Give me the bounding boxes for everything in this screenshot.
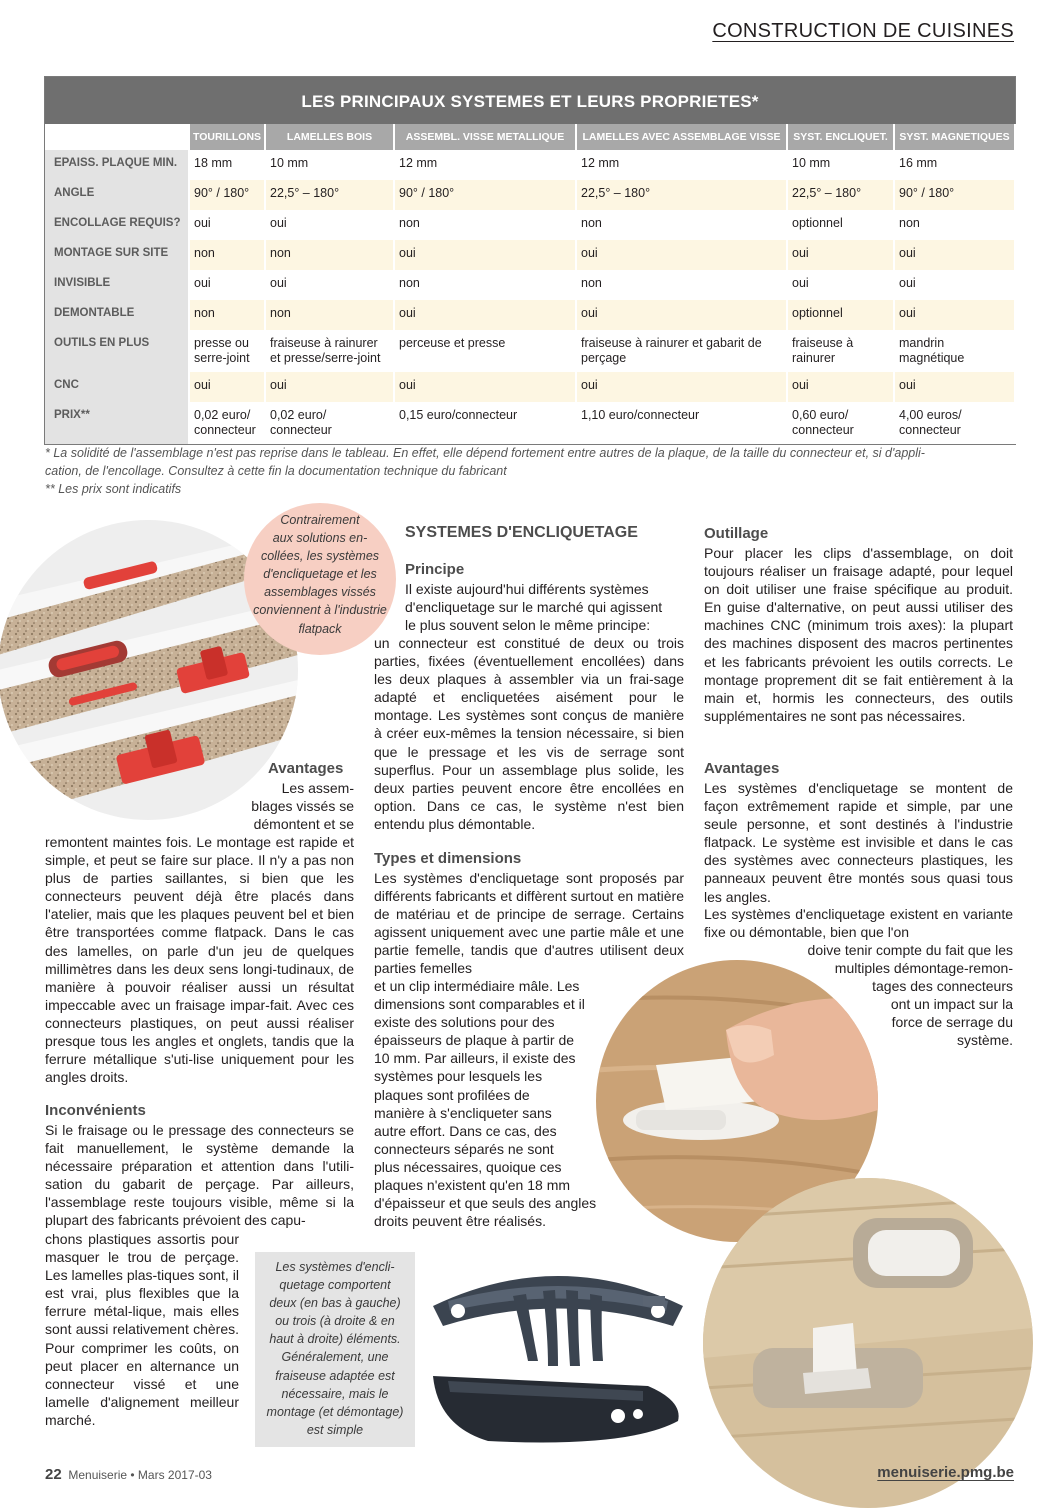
table-cell: 16 mm (894, 150, 1015, 180)
table-row (45, 402, 1015, 444)
pull-quote-line: collées, les systèmes (260, 549, 380, 564)
caption-line: nécessaire, mais le (281, 1386, 389, 1401)
text-line: force de serrage du (891, 1014, 1013, 1031)
row-label: MONTAGE SUR SITE (45, 240, 189, 270)
footnote-line: * La solidité de l'assemblage n'est pas reprise dans le tableau. En effet, elle dépend fortement entre autres de la plaque, de la taille du connecteur et, si d'appli- (45, 446, 925, 460)
row-label: ANGLE (45, 180, 189, 210)
footer-left (45, 1466, 212, 1483)
caption-line: Les systèmes d'encli- (275, 1260, 395, 1274)
col2-types-body: Les systèmes d'encliquetage sont proposés par différents fabricants et diffèrent surtout en matière de matériau et de principe de serrage. Certains agissent uniquement avec une partie mâle et une partie femelle, tandis que d'autres utilisent deux parties femelles (374, 870, 684, 977)
text-line: multiples démontage-remon- (834, 960, 1013, 977)
text-line: connecteurs séparés ne sont (374, 1140, 554, 1157)
table-cell: oui (576, 240, 787, 270)
table-header-row (45, 124, 1015, 150)
table-cell: 4,00 euros/ connecteur (894, 402, 1015, 444)
table-cell: 90° / 180° (189, 180, 265, 210)
table-cell: oui (189, 372, 265, 402)
table-cell: oui (787, 372, 894, 402)
row-label: PRIX** (45, 402, 189, 444)
table-cell: non (894, 210, 1015, 240)
col1-inconvenients-heading: Inconvénients (45, 1102, 146, 1119)
table-cell: oui (265, 210, 394, 240)
table-cell: presse ou serre-joint (189, 330, 265, 372)
table-cell: 22,5° – 180° (576, 180, 787, 210)
column-header: LAMELLES AVEC ASSEMBLAGE VISSE (576, 124, 787, 150)
table-cell: mandrin magnétique (894, 330, 1015, 372)
col2-main-heading: SYSTEMES D'ENCLIQUETAGE (405, 524, 638, 541)
properties-table (44, 76, 1016, 445)
table-cell: 0,15 euro/connecteur (394, 402, 576, 444)
row-label: CNC (45, 372, 189, 402)
photo-caption-text (259, 1258, 411, 1439)
table-cell: oui (394, 240, 576, 270)
text-line: système. (956, 1032, 1013, 1049)
pull-quote-line: flatpack (298, 621, 342, 636)
table-cell: oui (894, 240, 1015, 270)
table-cell: 0,02 euro/ connecteur (265, 402, 394, 444)
row-label: DEMONTABLE (45, 300, 189, 330)
table-cell: non (576, 210, 787, 240)
table-cell: non (576, 270, 787, 300)
col2-principe-body: un connecteur est constitué de deux ou trois parties, fixées (éventuellement encollées) dans les deux plaques à assembler via un frai-sage adapté et encliquetées aisément pour le montage. Les systèmes sont conçus de manière à créer eux-mêmes la tension nécessaire, si bien que le pressage et les vis de serrage sont superflus. Pour un assemblage plus solide, les deux parties peuvent encore être encollées en option. Dans ce cas, le système n'est bien entendu plus démontable. (374, 635, 684, 832)
table-row (45, 300, 1015, 330)
table-cell: non (189, 240, 265, 270)
caption-line: est simple (306, 1422, 364, 1437)
table-cell: 10 mm (787, 150, 894, 180)
col1-avantages-body: remontent maintes fois. Le montage est rapide et simple, et peut se faire sur place. Il n'y a pas non plus de parties saillantes, si bien que les connecteurs peuvent déjà être placés dans l'atelier, mais que les plaques peuvent bel et bien être transportées comme flatpack. Dans le cas des lamelles, on parle d'un jeu de quelques millimètres dans les deux sens longi-tudinaux, de manière à pouvoir réaliser aussi un résultat impeccable avec un fraisage impar-fait. Avec ces connecteurs plastiques, on peut aussi réaliser presque tous les angles et onglets, tandis que la ferrure métallique s'uti-lise uniquement pour les angles droits. (45, 834, 354, 1086)
col1-avantages-heading: Avantages (268, 760, 344, 777)
table-cell: fraiseuse à rainurer et presse/serre-joint (265, 330, 394, 372)
table-cell: 0,02 euro/ connecteur (189, 402, 265, 444)
table-header-blank (45, 124, 189, 150)
table-cell: oui (894, 372, 1015, 402)
table-cell: 0,60 euro/ connecteur (787, 402, 894, 444)
black-connectors-photo (428, 1256, 690, 1448)
wood-slot-illustration (703, 1178, 1033, 1508)
table-cell: oui (576, 372, 787, 402)
footer-url-link[interactable]: menuiserie.pmg.be (877, 1464, 1014, 1481)
text-line: droits peuvent être réalisés. (374, 1213, 546, 1230)
table-cell: oui (787, 270, 894, 300)
text-line: dimensions sont comparables et il (374, 996, 585, 1013)
col3-avantages-body-2: Les systèmes d'encliquetage existent en variante fixe ou démontable, bien que l'on (704, 906, 1013, 941)
col2-types-heading: Types et dimensions (374, 850, 522, 867)
table-cell: 22,5° – 180° (265, 180, 394, 210)
text-line: le plus souvent selon le même principe: (405, 617, 651, 634)
pull-quote-line: d'encliquetage et les (263, 567, 377, 582)
table-cell: 22,5° – 180° (787, 180, 894, 210)
black-connectors-illustration (428, 1256, 690, 1448)
table-row (45, 270, 1015, 300)
text-line: et un clip intermédiaire mâle. Les (374, 978, 580, 994)
table-row (45, 180, 1015, 210)
text-line: ont un impact sur la (890, 996, 1013, 1013)
text-line: démontent et se (253, 816, 354, 833)
column-header: LAMELLES BOIS (265, 124, 394, 150)
table-cell: optionnel (787, 300, 894, 330)
table-row (45, 372, 1015, 402)
text-line: plaques n'existent qu'en 18 mm (374, 1177, 571, 1194)
col1-inconvenients-body: Si le fraisage ou le pressage des connecteurs se fait manuellement, le système demande la nécessaire préparation et attention dans l'utili-sation du gabarit de perçage. Par ailleurs, l'assemblage reste toujours visible, même si la plupart des fabricants prévoient des capu- (45, 1122, 354, 1229)
col2-principe-heading: Principe (405, 561, 465, 578)
wood-slot-photo (703, 1178, 1033, 1508)
col3-avantages-body: Les systèmes d'encliquetage se montent de façon extrêmement rapide et simple, par une seule personne, et sont destinés à l'industrie flatpack. Le système est invisible et dans le cas des systèmes avec connecteurs plastiques, les panneaux peuvent être montés sous quasi tous les angles. (704, 780, 1013, 905)
text-line: Il existe aujourd'hui différents systèmes (405, 581, 649, 597)
text-line: tages des connecteurs (872, 978, 1013, 995)
caption-line: quetage comportent (279, 1278, 391, 1293)
page-number: 22 (45, 1466, 62, 1483)
table-cell: 90° / 180° (894, 180, 1015, 210)
section-title: CONSTRUCTION DE CUISINES (712, 20, 1014, 42)
table-cell: oui (894, 270, 1015, 300)
col3-outillage-body: Pour placer les clips d'assemblage, on doit toujours réaliser un fraisage adapté, pour lequel on doit utiliser une fraise spécifique au produit. En guise d'alternative, on peut aussi utiliser des machines CNC (minimum trois axes): la plupart des machines disposent des macros pertinentes et les fabricants prévoient les outils corrects. Le montage proprement dit se fait entièrement à la main et, hormis les connecteurs, des outils supplémentaires ne sont pas nécessaires. (704, 545, 1013, 724)
table-cell: oui (394, 300, 576, 330)
table-cell: oui (394, 372, 576, 402)
caption-line: deux (en bas à gauche) (269, 1296, 401, 1311)
text-line: plus nécessaires, quoique ces (374, 1158, 562, 1175)
table-footnote-2: ** Les prix sont indicatifs (45, 482, 182, 496)
text-line: existe des solutions pour des (374, 1014, 555, 1031)
caption-line: ou trois (à droite & en (275, 1314, 395, 1329)
table-title: LES PRINCIPAUX SYSTEMES ET LEURS PROPRIETES* (45, 77, 1015, 124)
col3-avantages-heading: Avantages (704, 760, 780, 777)
table-cell: non (189, 300, 265, 330)
table-cell: 12 mm (576, 150, 787, 180)
footnote-line: cation, de l'encollage. Consultez à cette fin la documentation technique du fabricant (45, 464, 507, 478)
column-header: SYST. ENCLIQUET. (787, 124, 894, 150)
caption-line: Généralement, une (281, 1350, 389, 1365)
pull-quote-line: assemblages vissés (264, 585, 376, 600)
col3-outillage-heading: Outillage (704, 525, 769, 542)
table-row (45, 150, 1015, 180)
table-cell: 18 mm (189, 150, 265, 180)
pull-quote-text (244, 511, 396, 638)
text-line: d'encliquetage sur le marché qui agissent (405, 599, 663, 616)
table-cell: non (265, 240, 394, 270)
properties-grid (45, 124, 1016, 444)
col1-avantages-intro (227, 779, 354, 833)
table-cell: 90° / 180° (394, 180, 576, 210)
table-cell: oui (265, 372, 394, 402)
text-line: 10 mm. Par ailleurs, il existe des (374, 1050, 576, 1067)
column-header: SYST. MAGNETIQUES (894, 124, 1015, 150)
text-line: épaisseurs de plaque à partir de (374, 1032, 575, 1049)
table-cell: oui (265, 270, 394, 300)
table-cell: 10 mm (265, 150, 394, 180)
caption-line: fraiseuse adaptée est (275, 1368, 395, 1383)
table-cell: oui (894, 300, 1015, 330)
caption-line: montage (et démontage) (266, 1404, 404, 1419)
col2-principe-intro (405, 580, 684, 634)
table-cell: oui (189, 210, 265, 240)
table-cell: fraiseuse à rainurer et gabarit de perçage (576, 330, 787, 372)
table-cell: non (394, 210, 576, 240)
table-row (45, 330, 1015, 372)
pull-quote-line: Contrairement (280, 513, 360, 527)
col1-inconvenients-narrow: chons plastiques assortis pour masquer le trou de perçage. Les lamelles plas-tiques sont, il est vrai, plus flexibles que la ferrure métal-lique, mais elles sont aussi relativement chères. Pour comprimer les coûts, on peut placer en alternance un connecteur vissé et une lamelle d'alignement meilleur marché. (45, 1231, 239, 1428)
table-cell: non (394, 270, 576, 300)
column-header: ASSEMBL. VISSE METALLIQUE (394, 124, 576, 150)
text-line: blages vissés se (251, 798, 354, 815)
table-cell: oui (787, 240, 894, 270)
table-cell: 12 mm (394, 150, 576, 180)
text-line: manière à s'encliqueter sans (374, 1104, 552, 1121)
table-row (45, 210, 1015, 240)
column-header: TOURILLONS (189, 124, 265, 150)
table-cell: optionnel (787, 210, 894, 240)
table-cell: 1,10 euro/connecteur (576, 402, 787, 444)
table-cell: perceuse et presse (394, 330, 576, 372)
pull-quote-line: aux solutions en- (272, 531, 368, 546)
text-line: systèmes pour lesquels les (374, 1068, 543, 1085)
col2-types-wrap (374, 977, 632, 1230)
table-cell: fraiseuse à rainurer (787, 330, 894, 372)
pull-quote-line: conviennent à l'industrie (253, 603, 387, 618)
row-label: EPAISS. PLAQUE MIN. (45, 150, 189, 180)
table-cell: oui (576, 300, 787, 330)
table-cell: oui (189, 270, 265, 300)
text-line: doive tenir compte du fait que les (807, 942, 1013, 958)
table-cell: non (265, 300, 394, 330)
photo-caption (255, 1252, 415, 1447)
row-label: ENCOLLAGE REQUIS? (45, 210, 189, 240)
caption-line: haut à droite) éléments. (269, 1332, 401, 1347)
text-line: Les assem- (281, 780, 354, 796)
pull-quote (244, 503, 396, 655)
text-line: plaques sont profilées de (374, 1086, 530, 1103)
text-line: d'épaisseur et que seuls des angles (374, 1195, 597, 1212)
table-footnote-1 (45, 444, 1015, 480)
table-row (45, 240, 1015, 270)
row-label: INVISIBLE (45, 270, 189, 300)
publication-name: Menuiserie • Mars 2017-03 (68, 1468, 212, 1482)
row-label: OUTILS EN PLUS (45, 330, 189, 372)
text-line: autre effort. Dans ce cas, des (374, 1122, 557, 1139)
